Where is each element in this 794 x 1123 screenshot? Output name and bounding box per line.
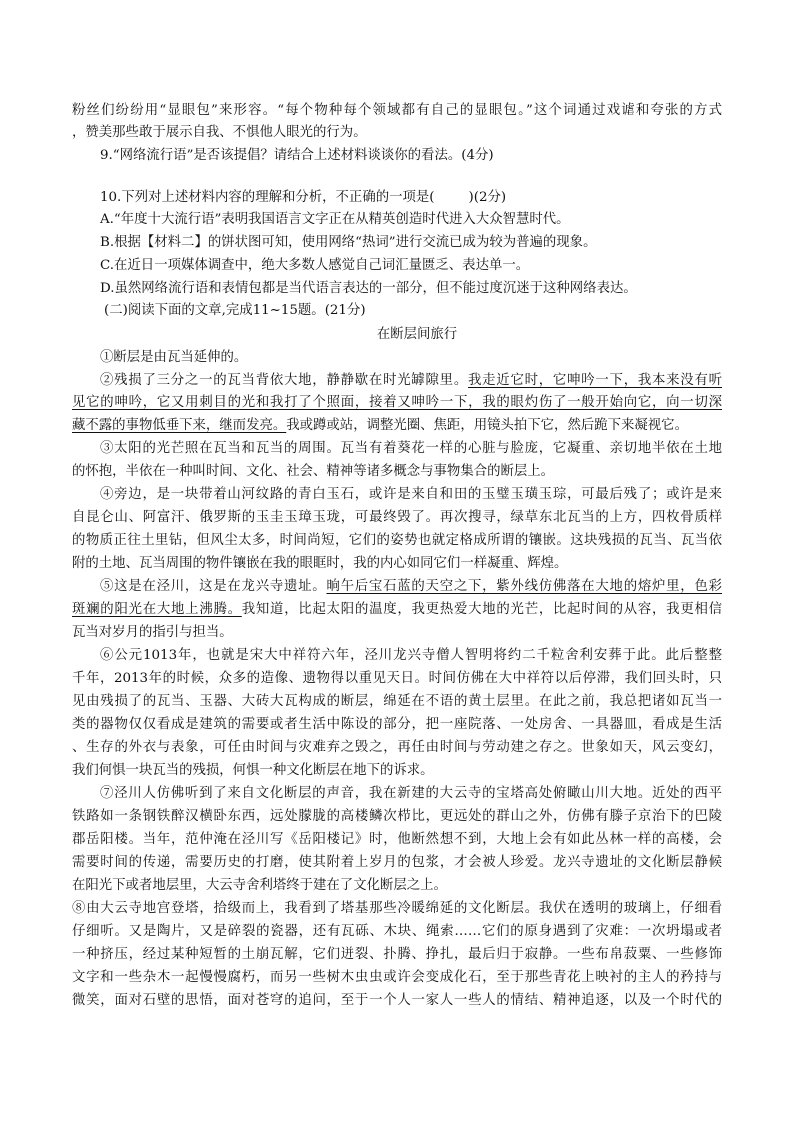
text-line: 仔细听。又是陶片，又是碎裂的瓷器，还有瓦砾、木块、绳索……它们的原身遇到了灾难：一次坍塌或者 [72,924,722,939]
text-line: 瓦当对岁月的指引与担当。 [72,625,233,640]
text-line: 的物质正往土里钻，但风尘太多，时间尚短，它们的姿势也就定格成所谓的镶嵌。这块残损的瓦当、瓦当依 [72,533,722,548]
text-line: 在阳光下或者地层里，大云寺舍利塔终于建在了文化断层之上。 [72,878,447,893]
paragraph-5-text: ⑤这是在泾川，这是在龙兴寺遗址。 [100,579,327,594]
text-line: 粉丝们纷纷用“显眼包”来形容。“每个物种每个领域都有自己的显眼包。”这个词通过戏谑和夸张的方式 [72,103,722,118]
text-line: 附的土地、瓦当周围的物件镶嵌在我的眼眶时，我的内心如同它们一样凝重、辉煌。 [72,556,568,571]
paragraph-2-text: ②残损了三分之一的瓦当背依大地，静静歇在时光罅隙里。 [100,373,468,388]
underlined-sentence: 我走近它时，它呻吟一下，我本来没有听 [468,373,722,388]
paragraph-2 [100,370,722,392]
section-heading: (二)阅读下面的文章,完成11~15题。(21分) [104,303,366,318]
text-line: 千年，2013年的时候，众多的造像、遗物得以重见天日。时间仿佛在大中祥符以后停滞，我们回头时，只 [72,671,722,686]
underlined-sentence: 斑斓的阳光在大地上沸腾。 [72,602,242,617]
text-line: 的怀抱，半依在一种叫时间、文化、社会、精神等诸多概念与事物集合的断层上。 [72,464,555,479]
underlined-sentence: 藏不露的事物低垂下来，继而发亮。 [72,418,287,433]
underlined-sentence: 见它的呻吟，它又用刺目的光和我打了个照面，接着又呻吟一下，我的眼灼伤了一般开始向它，向一切深 [72,395,722,410]
paragraph-1: ①断层是由瓦当延伸的。 [100,350,248,365]
option-b: B.根据【材料二】的饼状图可知，使用网络“热词”进行交流已成为较为普遍的现象。 [100,235,597,250]
text-line [72,599,722,621]
paragraph-7: ⑦泾川人仿佛听到了来自文化断层的声音，我在新建的大云寺的宝塔高处俯瞰山川大地。近处的西平 [100,786,722,801]
option-c: C.在近日一项媒体调查中，绝大多数人感觉自己词汇量匮乏、表达单一。 [100,258,530,273]
article-title: 在断层间旅行 [376,327,458,342]
paragraph-5 [100,576,722,598]
paragraph-4: ④旁边，是一块带着山河纹路的青白玉石，或许是来自和田的玉璧玉璜玉琮，可最后残了；或许是来 [100,487,722,502]
text-line: 一种挤压，经过某种短暂的土崩瓦解，它们迸裂、扑腾、挣扎，最后归于寂静。一些布帛菽粟、一些修饰 [72,947,722,962]
paragraph-2-text: 我或蹲或站，调整光圈、焦距，用镜头拍下它，然后跪下来凝视它。 [286,418,688,433]
underlined-sentence: 晌午后宝石蓝的天空之下，紫外线仿佛落在大地的熔炉里，色彩 [326,579,722,594]
text-line: 微笑，面对石壁的思悟，面对苍穹的追问，至于一个人一家人一些人的情结、精神追逐，以及一个时代的 [72,993,722,1008]
text-line: 我们何惧一块瓦当的残损，何惧一种文化断层在地下的诉求。 [72,763,434,778]
text-line: 文字和一些杂木一起慢慢腐朽，而另一些树木虫虫或许会变成化石，至于那些青花上映衬的主人的矜持与 [72,970,722,985]
text-line: 郡岳阳楼。当年，范仲淹在泾川写《岳阳楼记》时，他断然想不到，大地上会有如此丛林一样的高楼，会 [72,832,722,847]
paragraph-5-text: 我知道，比起太阳的温度，我更热爱大地的光芒，比起时间的从容，我更相信 [241,602,722,617]
question-10-score: )(2分) [468,190,507,205]
text-line: 自昆仑山、阿富汗、俄罗斯的玉圭玉璋玉珑，可最终毁了。再次搜寻，绿草东北瓦当的上方，四枚骨质样 [72,510,722,525]
text-line: ，赞美那些敢于展示自我、不惧他人眼光的行为。 [72,125,367,140]
text-line: 铁路如一条钢铁醉汉横卧东西，远处朦胧的高楼鳞次栉比，更远处的群山之外，仿佛有滕子京治下的巴陵 [72,809,722,824]
paragraph-6: ⑥公元1013年，也就是宋大中祥符六年，泾川龙兴寺僧人智明将约二千粒舍利安葬于此。此后整整 [100,648,722,663]
option-d: D.虽然网络流行语和表情包都是当代语言表达的一部分，但不能过度沉迷于这种网络表达。 [100,281,637,296]
question-10-stem: 10.下列对上述材料内容的理解和分析，不正确的一项是( [100,190,435,205]
question-10 [100,187,722,209]
text-line: 类的器物仅仅看成是建筑的需要或者生活中陈设的部分，把一座院落、一处房舍、一具器皿，看成是生活 [72,717,722,732]
text-line: 见由残损了的瓦当、玉器、大砖大瓦构成的断层，绵延在不语的黄土层里。在此之前，我总把诸如瓦当一 [72,694,722,709]
question-9: 9.“网络流行语”是否该提倡？请结合上述材料谈谈你的看法。(4分) [100,148,494,163]
text-line: 需要时间的传递，需要历史的打磨，使其附着上岁月的包浆，才会被人珍爱。龙兴寺遗址的文化断层静候 [72,855,722,870]
paragraph-8: ⑧由大云寺地宫登塔，拾级而上，我看到了塔基那些冷暖绵延的文化断层。我伏在透明的玻璃上，仔细看 [72,901,722,916]
option-a: A.“年度十大流行语”表明我国语言文字正在从精英创造时代进入大众智慧时代。 [100,212,570,227]
text-line [72,415,722,437]
text-line: 、生存的外衣与表象，可任由时间与灾难弃之毁之，再任由时间与劳动建之存之。世象如天，风云变幻， [72,740,722,755]
paragraph-3: ③太阳的光芒照在瓦当和瓦当的周围。瓦当有着葵花一样的心脏与脸庞，它凝重、亲切地半依在土地 [100,441,722,456]
